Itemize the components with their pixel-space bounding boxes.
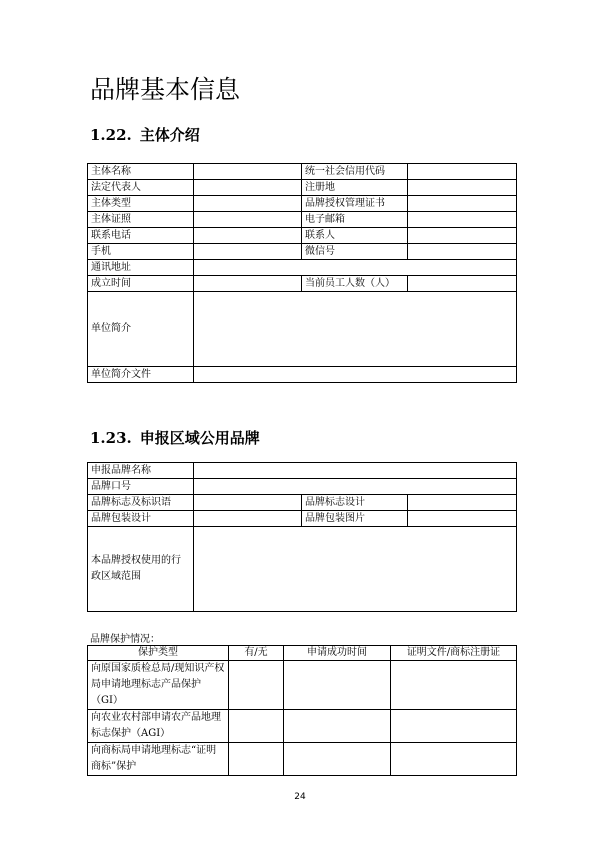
protection-type: 向农业农村部申请农产品地理标志保护（AGI） <box>88 710 229 743</box>
table-row <box>88 479 517 495</box>
table-row <box>88 495 517 511</box>
address-field[interactable] <box>194 260 517 276</box>
employee-count-field[interactable] <box>408 276 517 292</box>
table-row <box>88 180 517 196</box>
intro-file-field[interactable] <box>194 367 517 383</box>
table-row <box>88 212 517 228</box>
field-label: 申报品牌名称 <box>88 463 194 479</box>
has-protection-field[interactable] <box>229 661 284 710</box>
brand-protection-table <box>87 645 517 776</box>
phone-field[interactable] <box>194 228 302 244</box>
brand-slogan-field[interactable] <box>194 479 517 495</box>
protection-type: 向原国家质检总局/现知识产权局申请地理标志产品保护（GI） <box>88 661 229 710</box>
brand-logo-design-field[interactable] <box>408 495 517 511</box>
credit-code-field[interactable] <box>408 164 517 180</box>
intro-field[interactable] <box>194 292 517 367</box>
table-row <box>88 527 517 612</box>
table-row <box>88 276 517 292</box>
column-header: 申请成功时间 <box>284 646 391 661</box>
field-label: 品牌包装设计 <box>88 511 194 527</box>
field-label: 联系电话 <box>88 228 194 244</box>
field-label: 联系人 <box>302 228 408 244</box>
section-number: 1.23. <box>90 429 132 447</box>
field-label: 本品牌授权使用的行政区域范围 <box>88 527 194 612</box>
table-row <box>88 661 517 710</box>
table-row <box>88 260 517 276</box>
section-heading: 申报区域公用品牌 <box>139 429 260 447</box>
page-title: 品牌基本信息 <box>90 75 241 104</box>
field-label: 手机 <box>88 244 194 260</box>
field-label: 当前员工人数（人） <box>302 276 408 292</box>
section-title-subject <box>90 124 200 145</box>
section-heading: 主体介绍 <box>139 126 200 144</box>
field-label: 法定代表人 <box>88 180 194 196</box>
field-label: 主体名称 <box>88 164 194 180</box>
brand-logo-field[interactable] <box>194 495 302 511</box>
brand-name-field[interactable] <box>194 463 517 479</box>
field-label: 品牌标志及标识语 <box>88 495 194 511</box>
field-label: 微信号 <box>302 244 408 260</box>
subject-info-table <box>87 163 517 383</box>
section-number: 1.22. <box>90 126 132 144</box>
column-header: 证明文件/商标注册证 <box>391 646 517 661</box>
founded-date-field[interactable] <box>194 276 302 292</box>
has-protection-field[interactable] <box>229 743 284 776</box>
field-label: 通讯地址 <box>88 260 194 276</box>
wechat-field[interactable] <box>408 244 517 260</box>
column-header: 保护类型 <box>88 646 229 661</box>
field-label: 品牌包装图片 <box>302 511 408 527</box>
table-row <box>88 367 517 383</box>
package-design-field[interactable] <box>194 511 302 527</box>
field-label: 单位简介文件 <box>88 367 194 383</box>
application-date-field[interactable] <box>284 710 391 743</box>
certificate-field[interactable] <box>391 710 517 743</box>
subject-type-field[interactable] <box>194 196 302 212</box>
application-date-field[interactable] <box>284 661 391 710</box>
table-row <box>88 244 517 260</box>
table-row <box>88 196 517 212</box>
brand-certificate-field[interactable] <box>408 196 517 212</box>
subject-license-field[interactable] <box>194 212 302 228</box>
protection-caption: 品牌保护情况： <box>90 634 160 645</box>
legal-rep-field[interactable] <box>194 180 302 196</box>
application-date-field[interactable] <box>284 743 391 776</box>
table-row <box>88 292 517 367</box>
field-label: 品牌标志设计 <box>302 495 408 511</box>
certificate-field[interactable] <box>391 661 517 710</box>
field-label: 品牌口号 <box>88 479 194 495</box>
table-row <box>88 743 517 776</box>
subject-name-field[interactable] <box>194 164 302 180</box>
protection-type: 向商标局申请地理标志“证明商标”保护 <box>88 743 229 776</box>
table-row <box>88 710 517 743</box>
table-row <box>88 228 517 244</box>
has-protection-field[interactable] <box>229 710 284 743</box>
table-row <box>88 511 517 527</box>
field-label: 主体证照 <box>88 212 194 228</box>
table-row <box>88 463 517 479</box>
field-label: 成立时间 <box>88 276 194 292</box>
field-label: 主体类型 <box>88 196 194 212</box>
mobile-field[interactable] <box>194 244 302 260</box>
email-field[interactable] <box>408 212 517 228</box>
field-label: 品牌授权管理证书 <box>302 196 408 212</box>
table-header-row <box>88 646 517 661</box>
package-image-field[interactable] <box>408 511 517 527</box>
column-header: 有/无 <box>229 646 284 661</box>
page-number: 24 <box>294 792 306 802</box>
contact-person-field[interactable] <box>408 228 517 244</box>
field-label: 统一社会信用代码 <box>302 164 408 180</box>
section-title-brand <box>90 427 260 448</box>
certificate-field[interactable] <box>391 743 517 776</box>
brand-info-table <box>87 462 517 612</box>
table-row <box>88 164 517 180</box>
authorized-region-field[interactable] <box>194 527 517 612</box>
field-label: 单位简介 <box>88 292 194 367</box>
registration-place-field[interactable] <box>408 180 517 196</box>
field-label: 注册地 <box>302 180 408 196</box>
field-label: 电子邮箱 <box>302 212 408 228</box>
